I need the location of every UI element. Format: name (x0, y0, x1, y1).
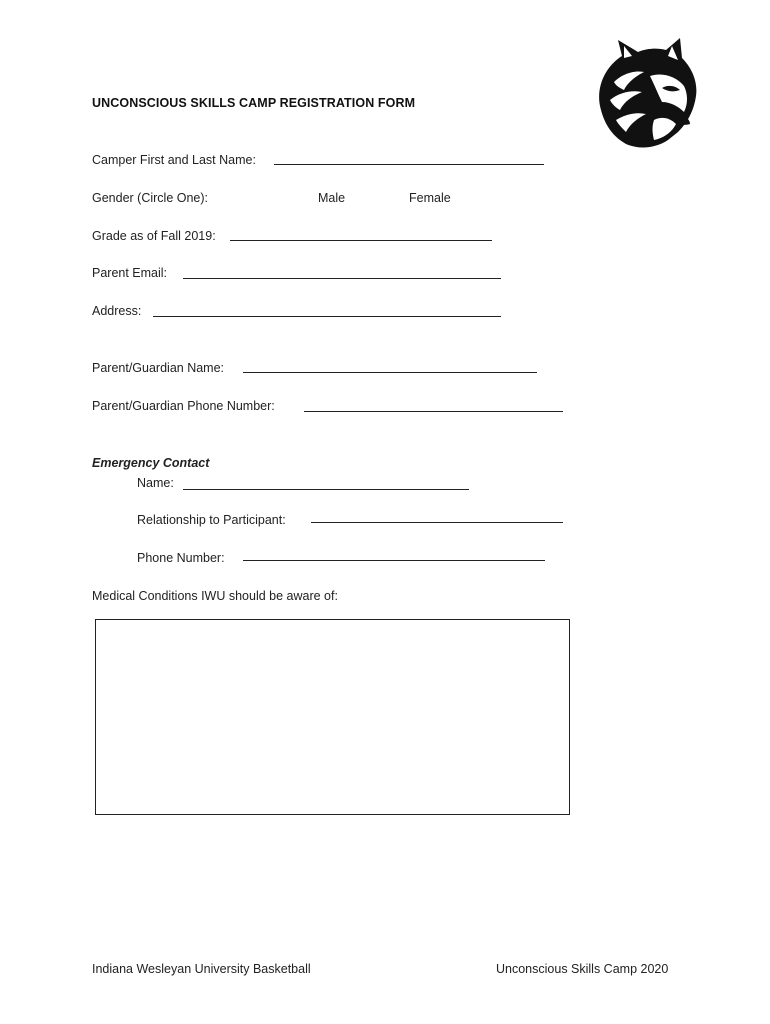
medical-conditions-textarea[interactable] (95, 619, 570, 815)
grade-label: Grade as of Fall 2019: (92, 229, 216, 243)
emergency-phone-label: Phone Number: (137, 551, 225, 565)
gender-option-male[interactable]: Male (318, 191, 346, 205)
emergency-relationship-field[interactable] (311, 522, 563, 523)
footer-left: Indiana Wesleyan University Basketball (92, 962, 311, 976)
address-field[interactable] (153, 316, 501, 317)
wildcat-mascot-icon (592, 36, 702, 152)
camper-name-field[interactable] (274, 164, 544, 165)
footer-right: Unconscious Skills Camp 2020 (496, 962, 669, 976)
form-title: UNCONSCIOUS SKILLS CAMP REGISTRATION FORM (92, 96, 416, 110)
gender-label: Gender (Circle One): (92, 191, 209, 205)
guardian-name-label: Parent/Guardian Name: (92, 361, 225, 375)
camper-name-label: Camper First and Last Name: (92, 153, 256, 167)
guardian-phone-field[interactable] (304, 411, 563, 412)
grade-field[interactable] (230, 240, 492, 241)
emergency-relationship-label: Relationship to Participant: (137, 513, 286, 527)
guardian-phone-label: Parent/Guardian Phone Number: (92, 399, 275, 413)
parent-email-label: Parent Email: (92, 266, 168, 280)
address-label: Address: (92, 304, 142, 318)
emergency-name-label: Name: (137, 476, 174, 490)
emergency-phone-field[interactable] (243, 560, 545, 561)
emergency-contact-heading: Emergency Contact (92, 456, 210, 470)
parent-email-field[interactable] (183, 278, 501, 279)
emergency-name-field[interactable] (183, 489, 469, 490)
gender-option-female[interactable]: Female (409, 191, 451, 205)
medical-conditions-label: Medical Conditions IWU should be aware of: (92, 589, 338, 603)
guardian-name-field[interactable] (243, 372, 537, 373)
